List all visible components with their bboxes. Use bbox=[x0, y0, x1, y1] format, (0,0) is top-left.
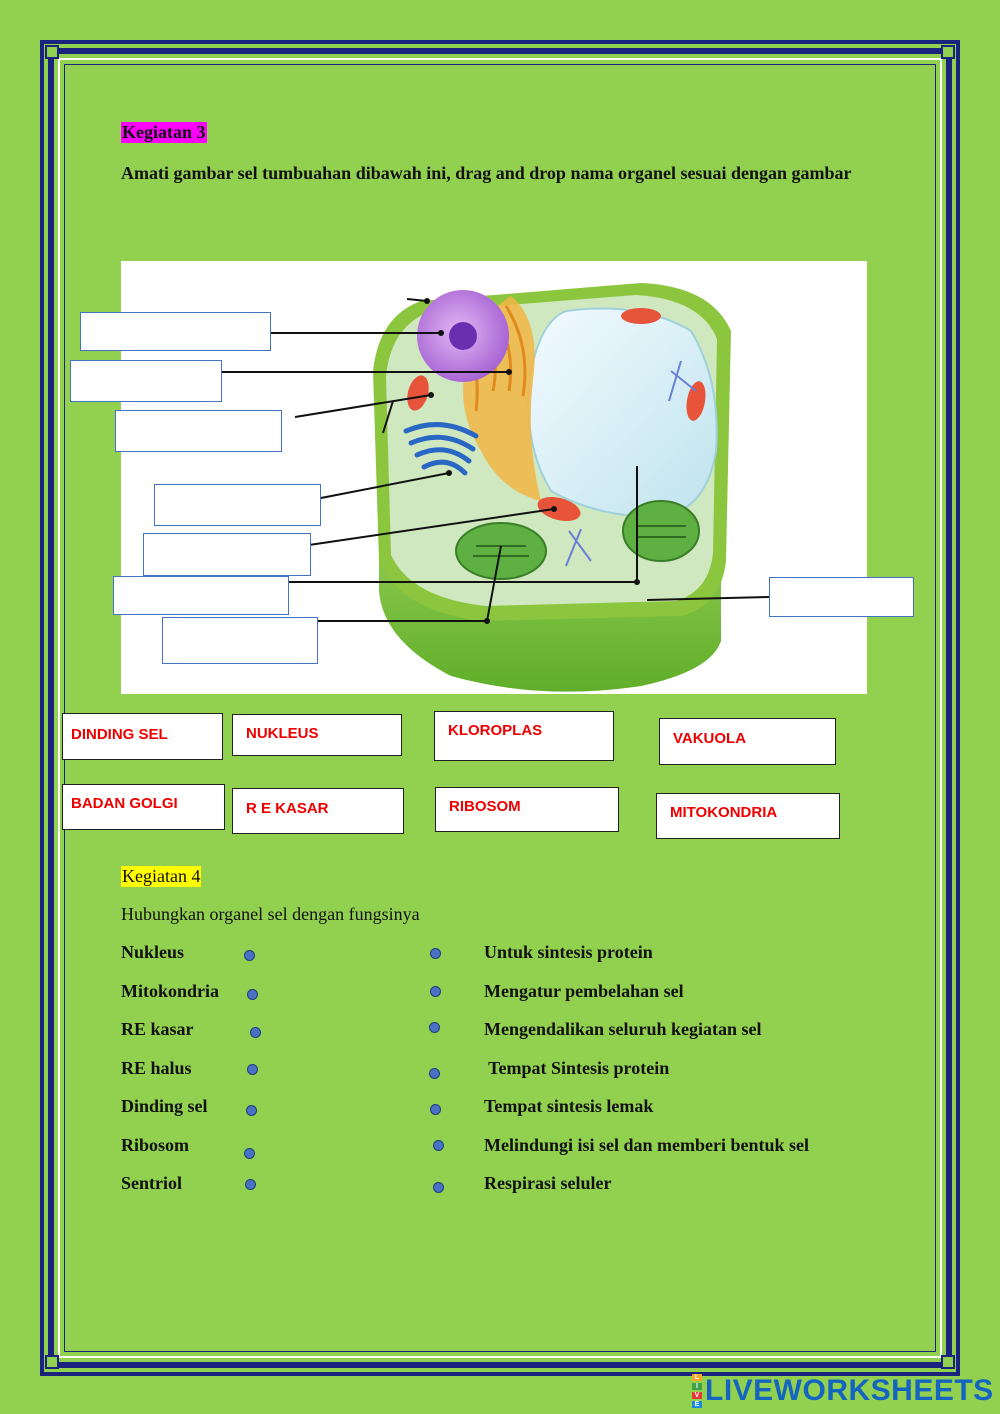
tile-label: R E KASAR bbox=[246, 800, 329, 817]
match-left-term: Ribosom bbox=[121, 1135, 190, 1155]
match-left-dot[interactable] bbox=[245, 1179, 256, 1190]
organelle-tile-ribosom[interactable] bbox=[435, 787, 619, 832]
organelle-tile-vakuola[interactable] bbox=[659, 718, 836, 765]
tile-label: NUKLEUS bbox=[246, 725, 319, 742]
organelle-tile-nukleus[interactable] bbox=[232, 714, 402, 756]
drop-zone-nucleus[interactable] bbox=[80, 312, 271, 351]
match-right-dot[interactable] bbox=[430, 986, 441, 997]
tile-label: BADAN GOLGI bbox=[71, 795, 178, 812]
match-left-dot[interactable] bbox=[246, 1105, 257, 1116]
frame-corner-ornament bbox=[45, 1355, 59, 1369]
frame-corner-ornament bbox=[941, 45, 955, 59]
match-right-term: Mengendalikan seluruh kegiatan sel bbox=[484, 1019, 762, 1039]
match-left-dot[interactable] bbox=[244, 1148, 255, 1159]
organelle-tile-re-kasar[interactable] bbox=[232, 788, 404, 834]
drop-zone-golgi[interactable] bbox=[70, 360, 222, 402]
match-right-term: Melindungi isi sel dan memberi bentuk sel bbox=[484, 1135, 810, 1155]
match-left-term: RE halus bbox=[121, 1058, 192, 1078]
match-left-term: Nukleus bbox=[121, 942, 185, 962]
match-left-dot[interactable] bbox=[247, 989, 258, 1000]
match-left-dot[interactable] bbox=[250, 1027, 261, 1038]
organelle-tile-mitokondria[interactable] bbox=[656, 793, 840, 839]
match-left-term: Mitokondria bbox=[121, 981, 220, 1001]
tile-label: DINDING SEL bbox=[71, 726, 168, 743]
match-left-term: RE kasar bbox=[121, 1019, 194, 1039]
drop-zone-ribosom[interactable] bbox=[143, 533, 311, 576]
tile-label: VAKUOLA bbox=[673, 730, 747, 747]
frame-corner-ornament bbox=[45, 45, 59, 59]
match-right-dot[interactable] bbox=[429, 1022, 440, 1033]
match-right-dot[interactable] bbox=[433, 1140, 444, 1151]
organelle-tile-badan-golgi[interactable] bbox=[62, 784, 225, 830]
frame-corner-ornament bbox=[941, 1355, 955, 1369]
match-right-term: Untuk sintesis protein bbox=[484, 942, 653, 962]
activity4-instruction: Hubungkan organel sel dengan fungsinya bbox=[121, 904, 420, 924]
match-right-term: Mengatur pembelahan sel bbox=[484, 981, 684, 1001]
activity4-title: Kegiatan 4 bbox=[122, 866, 201, 886]
liveworksheets-logo bbox=[692, 1374, 994, 1408]
match-right-dot[interactable] bbox=[430, 948, 441, 959]
match-right-dot[interactable] bbox=[429, 1068, 440, 1079]
tile-label: RIBOSOM bbox=[449, 798, 521, 815]
match-right-dot[interactable] bbox=[433, 1182, 444, 1193]
match-right-term: Tempat Sintesis protein bbox=[484, 1058, 670, 1078]
match-right-term: Tempat sintesis lemak bbox=[484, 1096, 654, 1116]
activity3-instruction: Amati gambar sel tumbuahan dibawah ini, drag and drop nama organel sesuai dengan gambar bbox=[121, 163, 852, 183]
tile-label: KLOROPLAS bbox=[448, 722, 543, 739]
drop-zone-re-kasar[interactable] bbox=[154, 484, 321, 526]
match-right-term: Respirasi seluler bbox=[484, 1173, 612, 1193]
drop-zone-mitochondria[interactable] bbox=[115, 410, 282, 452]
brand-name: LIVEWORKSHEETS bbox=[705, 1374, 994, 1407]
organelle-tile-kloroplas[interactable] bbox=[434, 711, 614, 761]
match-left-dot[interactable] bbox=[244, 950, 255, 961]
liveworksheets-icon: L I V E bbox=[692, 1373, 702, 1409]
organelle-tile-dinding-sel[interactable] bbox=[62, 713, 223, 760]
match-right-dot[interactable] bbox=[430, 1104, 441, 1115]
match-left-term: Dinding sel bbox=[121, 1096, 208, 1116]
drop-zone-kloroplas[interactable] bbox=[162, 617, 318, 664]
match-left-dot[interactable] bbox=[247, 1064, 258, 1075]
match-left-term: Sentriol bbox=[121, 1173, 182, 1193]
tile-label: MITOKONDRIA bbox=[670, 804, 778, 821]
activity3-title: Kegiatan 3 bbox=[122, 122, 206, 142]
drop-zone-vakuola[interactable] bbox=[113, 576, 289, 615]
drop-zone-dinding-sel[interactable] bbox=[769, 577, 914, 617]
